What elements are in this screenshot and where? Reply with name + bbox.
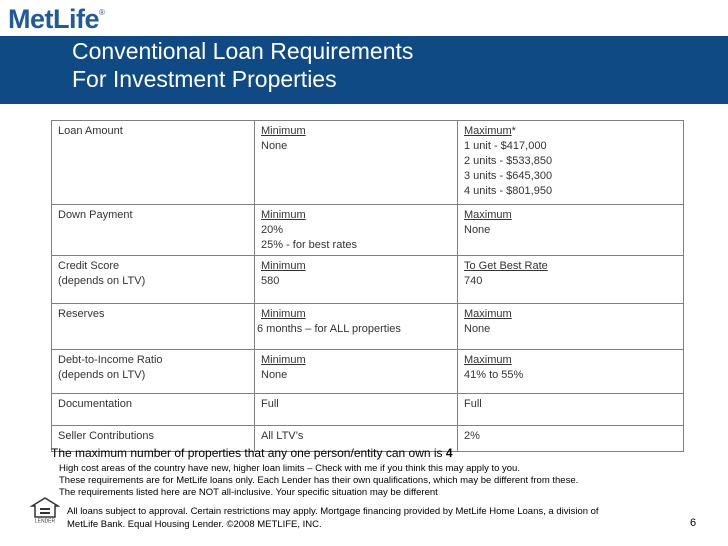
- cell-heading: Minimum: [261, 308, 306, 320]
- cell-heading: Minimum: [261, 260, 306, 272]
- cell-value: 740: [464, 275, 483, 287]
- max-properties-statement: The maximum number of properties that any one person/entity can own is 4: [51, 446, 453, 460]
- page-number: 6: [690, 517, 697, 529]
- cell-value: 4 units - $801,950: [464, 185, 553, 197]
- col2-cell: [255, 256, 458, 304]
- table-row: [52, 256, 684, 304]
- cell-value: 20%: [261, 224, 284, 236]
- notes: [59, 463, 578, 499]
- table-row: [52, 205, 684, 256]
- row-label-cell: [52, 394, 255, 426]
- cell-value: Full: [464, 398, 482, 410]
- cell-value: 2%: [464, 430, 480, 442]
- note-line: High cost areas of the country have new, higher loan limits – Check with me if you think this may apply to you.: [59, 463, 520, 474]
- row-label-cell: [52, 304, 255, 350]
- cell-value: 25% - for best rates: [261, 239, 357, 251]
- col3-cell: [458, 350, 684, 394]
- row-label: Documentation: [58, 398, 132, 410]
- row-label-cell: [52, 121, 255, 205]
- metlife-logo: MetLife®: [8, 4, 105, 34]
- row-label: Debt-to-Income Ratio: [58, 354, 163, 366]
- col2-cell: [255, 304, 458, 350]
- col3-cell: [458, 426, 684, 452]
- cell-heading: Minimum: [261, 354, 306, 366]
- row-label-cell: [52, 205, 255, 256]
- row-label: Credit Score: [58, 260, 120, 272]
- row-label: Seller Contributions: [58, 430, 154, 442]
- title-line-1: Conventional Loan Requirements: [72, 38, 414, 64]
- equal-housing-lender-icon: [30, 497, 60, 523]
- col2-cell: [255, 205, 458, 256]
- col3-cell: [458, 205, 684, 256]
- cell-heading: Minimum: [261, 209, 306, 221]
- cell-value: 41% to 55%: [464, 369, 524, 381]
- requirements-table: [51, 120, 684, 452]
- row-label: Loan Amount: [58, 125, 123, 137]
- col2-cell: [255, 121, 458, 205]
- cell-value: 1 unit - $417,000: [464, 140, 547, 152]
- cell-heading: Maximum: [464, 308, 512, 320]
- header: [0, 0, 728, 36]
- row-label-cell: [52, 256, 255, 304]
- cell-value: 3 units - $645,300: [464, 170, 553, 182]
- table-row: [52, 350, 684, 394]
- row-sublabel: (depends on LTV): [58, 369, 146, 381]
- cell-heading: Maximum*: [464, 125, 516, 137]
- row-label-cell: [52, 350, 255, 394]
- note-line: These requirements are for MetLife loans only. Each Lender has their own qualifications, which may be different from these.: [59, 475, 579, 486]
- row-label: Down Payment: [58, 209, 133, 221]
- col3-cell: [458, 394, 684, 426]
- table-row: [52, 394, 684, 426]
- cell-value: None: [464, 224, 491, 236]
- cell-value: Full: [261, 398, 279, 410]
- note-line: The requirements listed here are NOT all-inclusive. Your specific situation may be different: [59, 487, 438, 498]
- col3-cell: [458, 121, 684, 205]
- col3-cell: [458, 256, 684, 304]
- cell-value: 6 months – for ALL properties: [257, 323, 401, 335]
- cell-heading: To Get Best Rate: [464, 260, 548, 272]
- row-label: Reserves: [58, 308, 105, 320]
- col2-cell: [255, 394, 458, 426]
- footer-line-1: All loans subject to approval. Certain restrictions may apply. Mortgage financing provided by MetLife Home Loans, a division of: [67, 506, 599, 517]
- cell-heading: Minimum: [261, 125, 306, 137]
- cell-value: 580: [261, 275, 280, 287]
- cell-value: All LTV’s: [261, 430, 304, 442]
- col3-cell: [458, 304, 684, 350]
- title-line-2: For Investment Properties: [72, 66, 337, 92]
- cell-heading: Maximum: [464, 354, 512, 366]
- page-title: [72, 37, 413, 93]
- cell-value: None: [261, 140, 288, 152]
- table-row: [52, 304, 684, 350]
- col2-cell: [255, 350, 458, 394]
- cell-value: 2 units - $533,850: [464, 155, 553, 167]
- table-row: [52, 121, 684, 205]
- row-sublabel: (depends on LTV): [58, 275, 146, 287]
- cell-value: None: [464, 323, 491, 335]
- equal-housing-lender-label: LENDER: [34, 518, 56, 523]
- footer-line-2: MetLife Bank. Equal Housing Lender. ©2008 METLIFE, INC.: [67, 519, 322, 530]
- footer-disclaimer: [67, 505, 599, 531]
- cell-value: None: [261, 369, 288, 381]
- cell-heading: Maximum: [464, 209, 512, 221]
